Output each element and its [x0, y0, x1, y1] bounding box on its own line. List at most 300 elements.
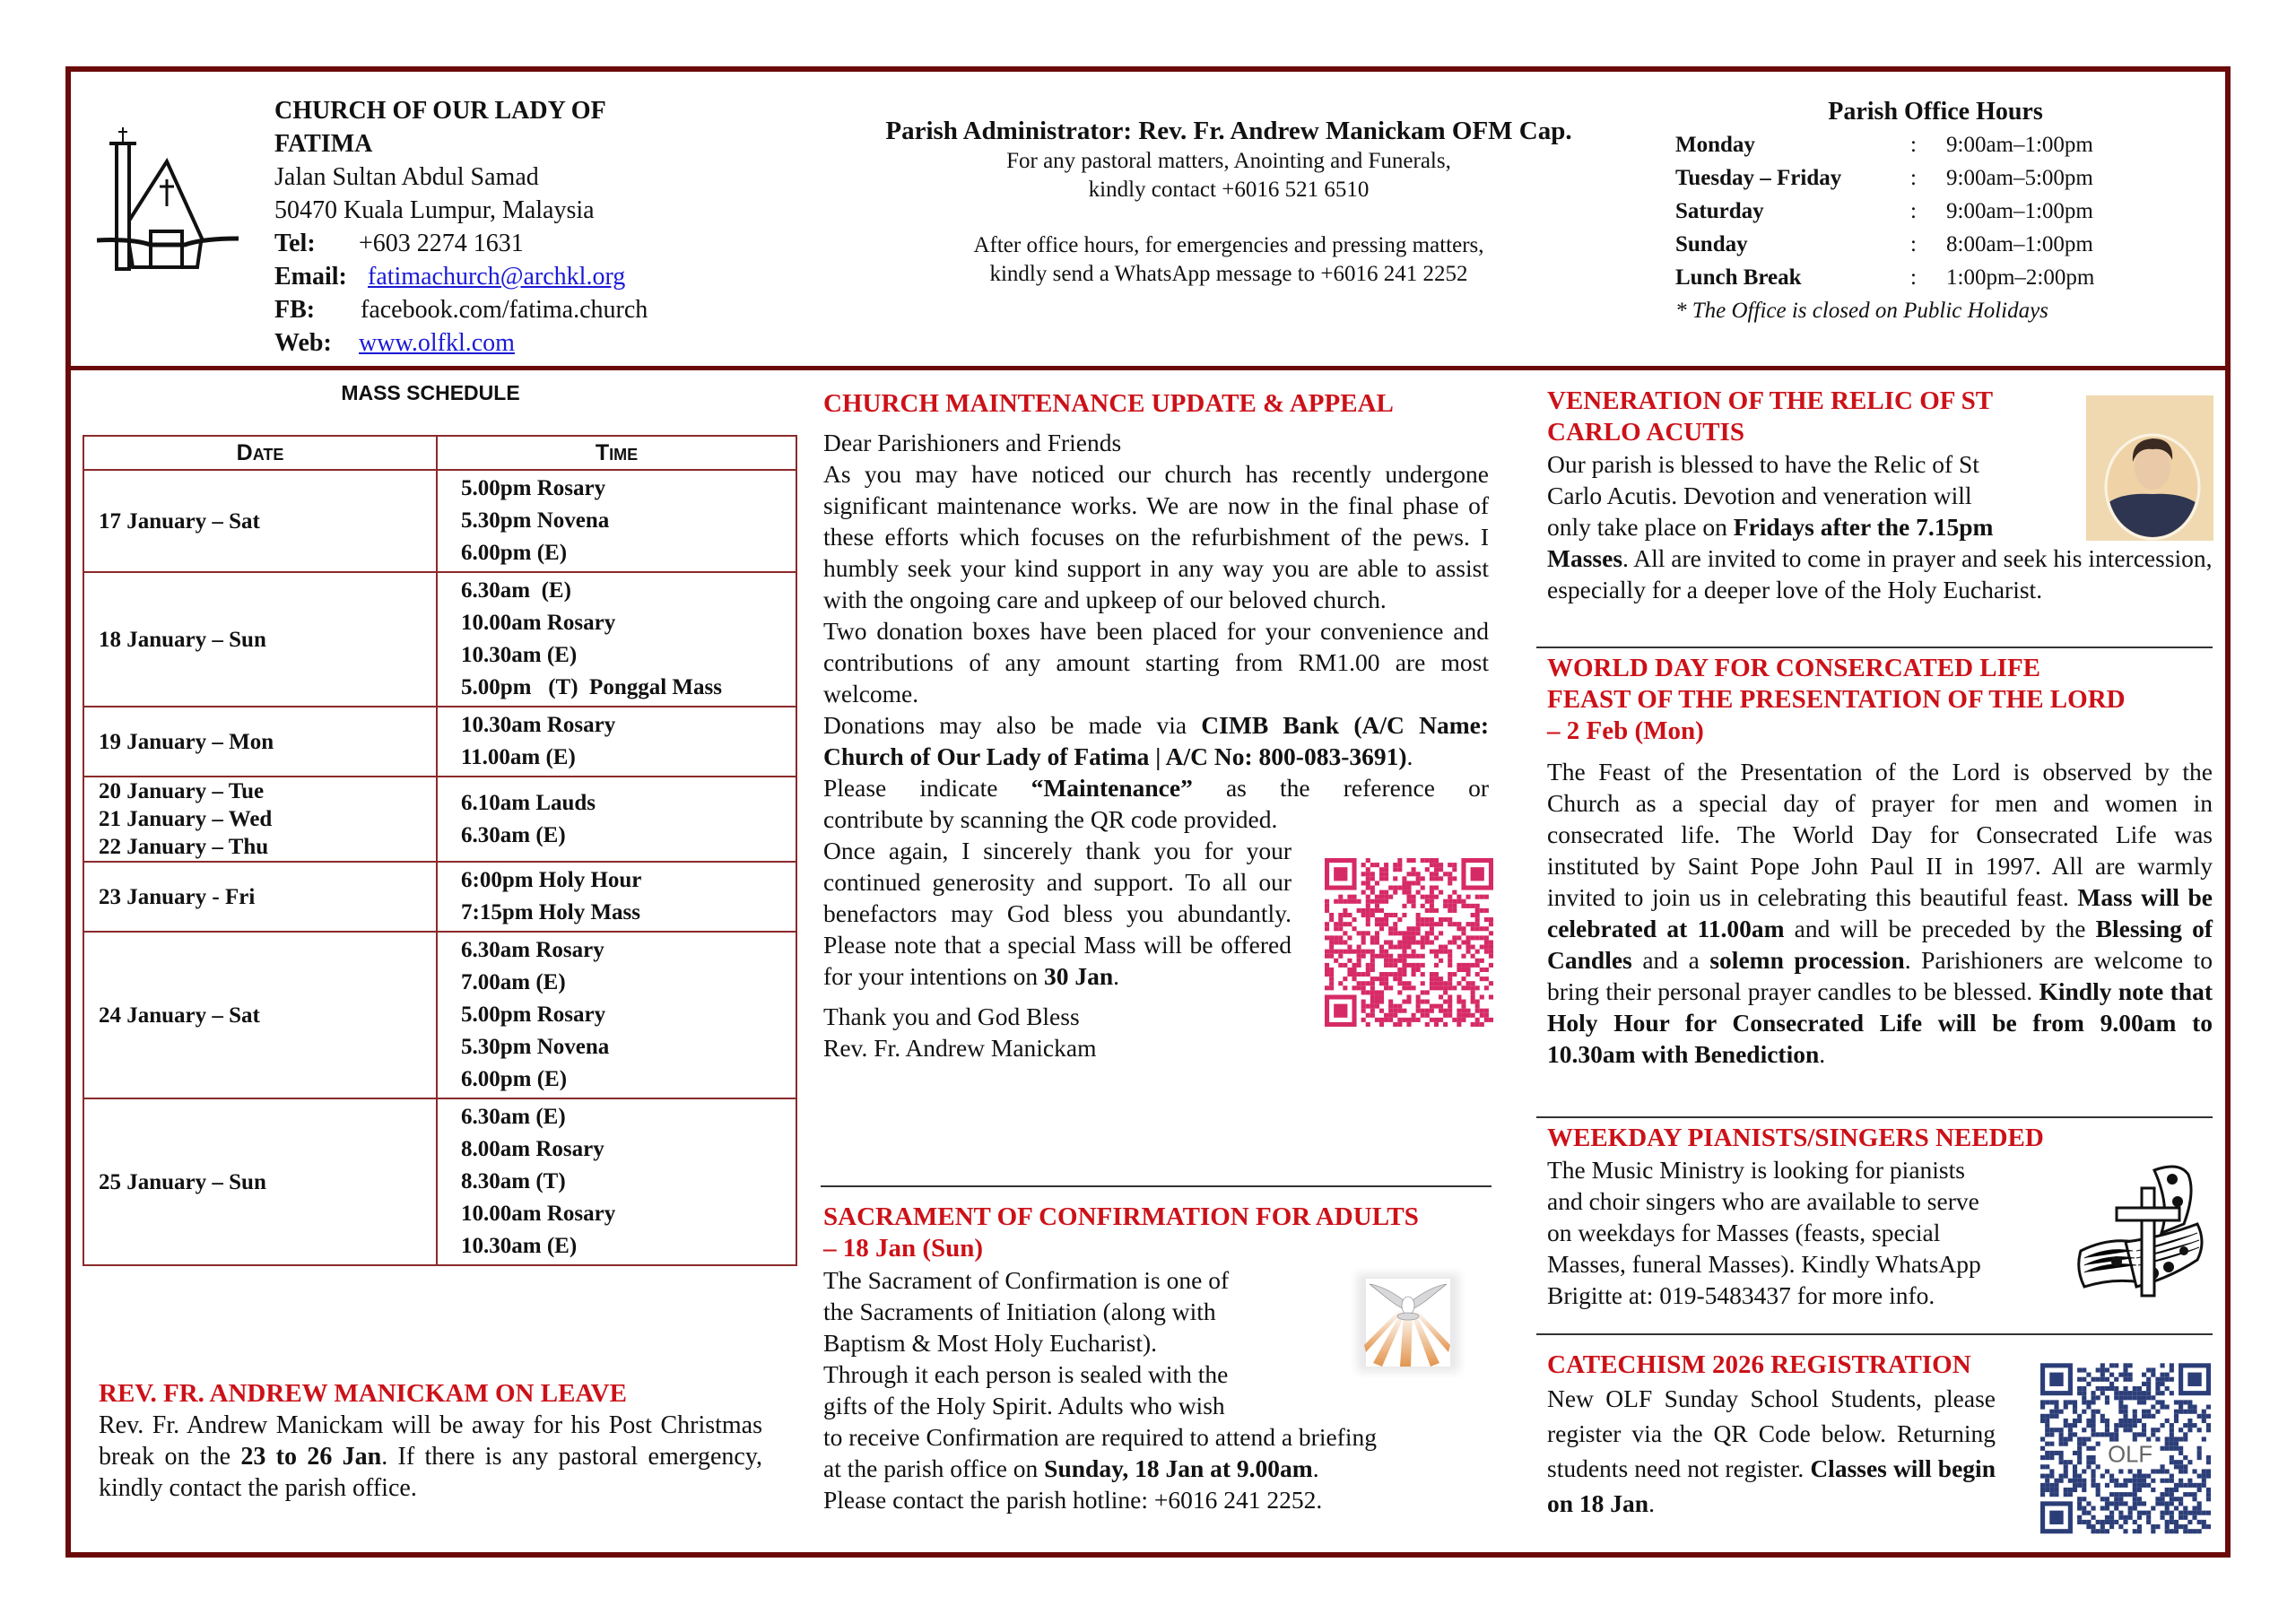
leave-text-2: . If there is any pastoral emergency, kindly contact the parish office.: [99, 1443, 763, 1502]
qr-module: [1393, 931, 1397, 935]
qr-module: [1439, 959, 1443, 963]
qr-module: [1421, 885, 1425, 890]
qr-module: [2165, 1405, 2170, 1410]
qr-module: [2197, 1483, 2202, 1488]
qr-module: [2170, 1488, 2174, 1492]
qr-module: [1352, 899, 1356, 904]
qr-module: [1325, 926, 1329, 931]
qr-module: [1439, 922, 1443, 926]
qr-module: [2082, 1428, 2086, 1432]
qr-module: [2128, 1419, 2133, 1423]
mass-time: 10.30am Rosary: [461, 713, 616, 737]
qr-module: [2202, 1524, 2206, 1529]
qr-module: [1406, 985, 1411, 990]
leave-heading: REV. FR. ANDREW MANICKAM ON LEAVE: [99, 1379, 627, 1408]
qr-module: [2064, 1400, 2068, 1404]
qr-module: [2206, 1511, 2211, 1515]
qr-module: [1475, 904, 1480, 908]
qr-module: [2096, 1377, 2100, 1382]
qr-module: [1397, 1022, 1402, 1027]
catechism-qr-code[interactable]: [2040, 1363, 2211, 1548]
qr-module: [2123, 1405, 2127, 1410]
qr-module: [2073, 1400, 2077, 1404]
relic-text-2: . All are invited to come in prayer and seek his intercession, especially for a deeper love of the Holy Eucharist.: [1547, 544, 2213, 603]
qr-module: [2179, 1410, 2183, 1414]
mass-time-cell: [437, 470, 796, 572]
qr-module: [2091, 1377, 2095, 1382]
qr-module: [1375, 895, 1379, 899]
qr-module: [1425, 1000, 1430, 1004]
qr-module: [1338, 935, 1343, 940]
office-sep: :: [1910, 166, 1917, 190]
qr-module: [1434, 1004, 1439, 1009]
qr-module: [1406, 935, 1411, 940]
qr-module: [1366, 872, 1370, 876]
qr-module: [1471, 904, 1475, 908]
qr-module: [2151, 1432, 2155, 1436]
qr-module: [2161, 1492, 2165, 1497]
qr-module: [2091, 1414, 2095, 1419]
qr-module: [2059, 1428, 2064, 1432]
qr-module: [2123, 1501, 2127, 1506]
qr-module: [2183, 1423, 2187, 1428]
qr-module: [1402, 940, 1406, 944]
qr-module: [1402, 890, 1406, 895]
qr-module: [1393, 926, 1397, 931]
qr-module: [2174, 1436, 2179, 1441]
reference-text-2: as the reference or: [1192, 774, 1490, 802]
qr-module: [2045, 1432, 2049, 1436]
qr-module: [1457, 1013, 1461, 1018]
qr-module: [2174, 1497, 2179, 1501]
qr-module: [1434, 981, 1439, 985]
qr-module: [1471, 935, 1475, 940]
admin-line-4: kindly send a WhatsApp message to +6016 241 2252: [989, 262, 1468, 286]
qr-module: [2174, 1446, 2179, 1451]
qr-module: [2077, 1515, 2082, 1520]
qr-module: [1329, 940, 1334, 944]
qr-module: [1375, 994, 1379, 999]
church-logo: [97, 124, 240, 272]
qr-module: [2073, 1423, 2077, 1428]
qr-module: [2077, 1501, 2082, 1506]
qr-module: [2114, 1428, 2118, 1432]
qr-module: [1457, 968, 1461, 972]
qr-finder: [1334, 867, 1347, 881]
qr-module: [1416, 931, 1421, 935]
qr-module: [1393, 863, 1397, 867]
qr-module: [2091, 1419, 2095, 1423]
qr-module: [1343, 950, 1347, 954]
qr-module: [1457, 895, 1461, 899]
qr-module: [1489, 950, 1493, 954]
qr-module: [1329, 954, 1334, 959]
qr-module: [2096, 1367, 2100, 1372]
qr-module: [2137, 1386, 2142, 1391]
qr-module: [2049, 1455, 2054, 1460]
qr-module: [2170, 1363, 2174, 1367]
qr-module: [2133, 1474, 2137, 1479]
qr-module: [2179, 1469, 2183, 1473]
qr-module: [2105, 1423, 2109, 1428]
qr-module: [2187, 1529, 2192, 1533]
qr-module: [2100, 1386, 2105, 1391]
qr-module: [2082, 1395, 2086, 1400]
qr-module: [1375, 1004, 1379, 1009]
qr-module: [2142, 1391, 2146, 1395]
qr-module: [2059, 1442, 2064, 1446]
qr-module: [1421, 904, 1425, 908]
office-hours-row: [1675, 161, 2094, 195]
qr-module: [1397, 976, 1402, 981]
qr-module: [2142, 1428, 2146, 1432]
qr-module: [1452, 904, 1457, 908]
qr-module: [2123, 1529, 2127, 1533]
qr-module: [1375, 899, 1379, 904]
qr-module: [1452, 899, 1457, 904]
qr-module: [2155, 1436, 2160, 1441]
qr-module: [2100, 1391, 2105, 1395]
qr-module: [2155, 1382, 2160, 1386]
confirmation-line: Baptism & Most Holy Eucharist).: [823, 1329, 1157, 1357]
qr-module: [1402, 968, 1406, 972]
qr-module: [1393, 1009, 1397, 1013]
qr-module: [1421, 940, 1425, 944]
qr-module: [2086, 1436, 2091, 1441]
qr-module: [1361, 972, 1366, 976]
office-hours-title: Parish Office Hours: [1828, 98, 2043, 126]
qr-module: [1397, 863, 1402, 867]
qr-module: [1475, 963, 1480, 968]
mass-date-cell: [83, 470, 437, 572]
qr-module: [1443, 945, 1448, 950]
qr-module: [1416, 963, 1421, 968]
qr-module: [2105, 1395, 2109, 1400]
qr-module: [2109, 1501, 2114, 1506]
mass-time: 6.30am (E): [461, 822, 566, 847]
qr-module: [1338, 917, 1343, 922]
qr-module: [1406, 954, 1411, 959]
qr-module: [1475, 922, 1480, 926]
qr-module: [2170, 1391, 2174, 1395]
qr-module: [2133, 1529, 2137, 1533]
qr-module: [2202, 1474, 2206, 1479]
qr-module: [2086, 1455, 2091, 1460]
qr-module: [2100, 1432, 2105, 1436]
qr-module: [1338, 940, 1343, 944]
qr-module: [1406, 885, 1411, 890]
qr-module: [1352, 963, 1356, 968]
qr-module: [1421, 858, 1425, 863]
qr-module: [1370, 976, 1375, 981]
qr-module: [1402, 950, 1406, 954]
qr-module: [2137, 1501, 2142, 1506]
web-link[interactable]: www.olfkl.com: [359, 329, 515, 357]
qr-module: [2174, 1400, 2179, 1404]
qr-module: [2155, 1524, 2160, 1529]
qr-module: [2109, 1474, 2114, 1479]
qr-module: [2068, 1488, 2073, 1492]
qr-module: [1443, 1000, 1448, 1004]
office-time: 8:00am–1:00pm: [1946, 232, 2093, 256]
qr-module: [1406, 940, 1411, 944]
qr-module: [2045, 1483, 2049, 1488]
qr-module: [1448, 1013, 1452, 1018]
qr-module: [2128, 1469, 2133, 1473]
qr-module: [2082, 1367, 2086, 1372]
qr-module: [2133, 1410, 2137, 1414]
qr-module: [2174, 1419, 2179, 1423]
church-contact-info: [274, 94, 705, 360]
qr-module: [1402, 954, 1406, 959]
qr-module: [1425, 908, 1430, 913]
qr-module: [1480, 935, 1484, 940]
qr-module: [2123, 1395, 2127, 1400]
qr-module: [1421, 963, 1425, 968]
maintenance-para-3: [823, 709, 1489, 772]
qr-module: [1430, 908, 1434, 913]
mass-time: 6:00pm Holy Hour: [461, 868, 642, 892]
qr-module: [1484, 917, 1489, 922]
qr-module: [1379, 1000, 1384, 1004]
qr-module: [2100, 1524, 2105, 1529]
qr-finder: [2187, 1373, 2201, 1386]
qr-module: [1457, 945, 1461, 950]
qr-module: [1475, 1022, 1480, 1027]
qr-module: [1448, 863, 1452, 867]
qr-module: [2064, 1436, 2068, 1441]
qr-finder: [2049, 1511, 2063, 1524]
qr-module: [1352, 917, 1356, 922]
qr-module: [1393, 1004, 1397, 1009]
qr-module: [2073, 1464, 2077, 1469]
qr-module: [2049, 1483, 2054, 1488]
confirmation-line: Through it each person is sealed with the: [823, 1360, 1229, 1388]
maintenance-para-5: contribute by scanning the QR code provided.: [823, 805, 1278, 833]
qr-module: [1430, 981, 1434, 985]
mass-time: 10.00am Rosary: [461, 611, 616, 635]
qr-module: [1466, 1009, 1471, 1013]
qr-module: [2179, 1405, 2183, 1410]
qr-module: [2183, 1400, 2187, 1404]
qr-module: [2073, 1410, 2077, 1414]
mass-row: [83, 1098, 796, 1265]
qr-module: [1430, 1009, 1434, 1013]
qr-module: [2170, 1377, 2174, 1382]
qr-module: [2142, 1483, 2146, 1488]
qr-module: [1370, 863, 1375, 867]
office-day: Lunch Break: [1675, 265, 1802, 290]
qr-module: [2118, 1423, 2123, 1428]
qr-module: [1357, 981, 1361, 985]
qr-module: [2114, 1501, 2118, 1506]
qr-module: [2146, 1515, 2151, 1520]
qr-module: [1416, 876, 1421, 881]
qr-module: [2170, 1432, 2174, 1436]
qr-module: [2202, 1511, 2206, 1515]
qr-module: [2040, 1436, 2045, 1441]
qr-module: [1361, 950, 1366, 954]
qr-module: [1425, 895, 1430, 899]
qr-module: [1412, 931, 1416, 935]
qr-module: [2165, 1442, 2170, 1446]
parish-administrator: [789, 115, 1668, 289]
qr-module: [2183, 1455, 2187, 1460]
qr-module: [2123, 1428, 2127, 1432]
qr-module: [1325, 954, 1329, 959]
qr-module: [2174, 1464, 2179, 1469]
maintenance-para-2: Two donation boxes have been placed for your convenience and contributions of any amount starting from RM1.00 are most welcome.: [823, 617, 1489, 707]
qr-module: [1471, 954, 1475, 959]
qr-module: [1375, 917, 1379, 922]
qr-module: [1370, 1009, 1375, 1013]
qr-module: [2114, 1436, 2118, 1441]
qr-module: [1475, 1004, 1480, 1009]
qr-module: [2183, 1524, 2187, 1529]
qr-module: [2091, 1483, 2095, 1488]
qr-module: [2155, 1497, 2160, 1501]
tel-row: [274, 227, 705, 260]
qr-module: [1384, 981, 1388, 985]
qr-module: [1416, 926, 1421, 931]
qr-module: [2142, 1395, 2146, 1400]
qr-module: [1366, 908, 1370, 913]
qr-module: [1370, 994, 1375, 999]
qr-module: [1434, 950, 1439, 954]
email-link[interactable]: fatimachurch@archkl.org: [368, 263, 626, 291]
holy-spirit-dove-image: [1350, 1266, 1466, 1378]
qr-module: [2045, 1479, 2049, 1483]
qr-module: [1334, 959, 1338, 963]
qr-module: [1393, 972, 1397, 976]
qr-module: [1370, 1000, 1375, 1004]
relic-line: Carlo Acutis. Devotion and veneration will: [1547, 482, 1972, 509]
mass-time: 5.00pm (T) Ponggal Mass: [461, 675, 722, 699]
qr-module: [1402, 981, 1406, 985]
qr-module: [2197, 1488, 2202, 1492]
qr-module: [2086, 1460, 2091, 1464]
qr-module: [1471, 963, 1475, 968]
qr-module: [2082, 1391, 2086, 1395]
maintenance-para-6: [823, 835, 1292, 992]
qr-module: [2161, 1446, 2165, 1451]
qr-module: [1484, 935, 1489, 940]
mass-time: 5.30pm Novena: [461, 1035, 610, 1059]
qr-module: [1379, 990, 1384, 994]
qr-module: [2077, 1414, 2082, 1419]
qr-module: [1361, 1000, 1366, 1004]
qr-module: [1357, 959, 1361, 963]
mass-time: 7.00am (E): [461, 970, 566, 994]
qr-module: [1329, 981, 1334, 985]
qr-module: [1347, 968, 1352, 972]
qr-module: [2183, 1469, 2187, 1473]
qr-module: [1434, 858, 1439, 863]
qr-module: [2082, 1436, 2086, 1441]
qr-module: [2105, 1367, 2109, 1372]
qr-module: [1375, 940, 1379, 944]
qr-module: [2114, 1377, 2118, 1382]
qr-module: [2206, 1474, 2211, 1479]
donation-qr-code[interactable]: [1325, 858, 1493, 1027]
qr-module: [1384, 985, 1388, 990]
qr-module: [2123, 1363, 2127, 1367]
qr-module: [1480, 908, 1484, 913]
qr-module: [2202, 1419, 2206, 1423]
qr-module: [1329, 913, 1334, 917]
office-hours-table: [1675, 128, 2094, 294]
qr-module: [2082, 1400, 2086, 1404]
qr-module: [2059, 1432, 2064, 1436]
qr-module: [1416, 1018, 1421, 1022]
qr-module: [2142, 1511, 2146, 1515]
qr-module: [2109, 1515, 2114, 1520]
qr-module: [1402, 885, 1406, 890]
qr-module: [2118, 1400, 2123, 1404]
qr-module: [1357, 908, 1361, 913]
qr-module: [1393, 959, 1397, 963]
qr-module: [1484, 1018, 1489, 1022]
qr-module: [2086, 1405, 2091, 1410]
qr-module: [2192, 1410, 2196, 1414]
closing-2: Rev. Fr. Andrew Manickam: [823, 1034, 1097, 1062]
qr-module: [1425, 935, 1430, 940]
qr-module: [2086, 1400, 2091, 1404]
qr-module: [2105, 1529, 2109, 1533]
qr-module: [1480, 926, 1484, 931]
qr-module: [1357, 963, 1361, 968]
qr-module: [1461, 940, 1465, 944]
qr-module: [1439, 1004, 1443, 1009]
qr-module: [2114, 1386, 2118, 1391]
qr-module: [1421, 917, 1425, 922]
punct: .: [1113, 962, 1119, 990]
relic-heading-2: CARLO ACUTIS: [1547, 418, 1744, 447]
qr-module: [2064, 1464, 2068, 1469]
qr-module: [2105, 1469, 2109, 1473]
fb-value: facebook.com/fatima.church: [361, 296, 648, 324]
qr-module: [2170, 1442, 2174, 1446]
qr-module: [1366, 922, 1370, 926]
qr-module: [1461, 1018, 1465, 1022]
qr-module: [1384, 940, 1388, 944]
qr-module: [1480, 968, 1484, 972]
qr-module: [2040, 1419, 2045, 1423]
qr-module: [2137, 1483, 2142, 1488]
qr-module: [1471, 945, 1475, 950]
qr-module: [2133, 1520, 2137, 1524]
qr-module: [2073, 1488, 2077, 1492]
qr-module: [1384, 959, 1388, 963]
qr-module: [2068, 1479, 2073, 1483]
church-name: CHURCH OF OUR LADY OF: [274, 97, 606, 125]
qr-module: [2049, 1492, 2054, 1497]
qr-module: [2183, 1464, 2187, 1469]
qr-module: [2118, 1483, 2123, 1488]
office-sep: :: [1910, 232, 1917, 256]
qr-module: [1475, 913, 1480, 917]
qr-module: [2114, 1506, 2118, 1510]
qr-module: [1434, 972, 1439, 976]
web-label: Web:: [274, 329, 332, 357]
qr-module: [2091, 1515, 2095, 1520]
qr-module: [1421, 1013, 1425, 1018]
qr-module: [2059, 1474, 2064, 1479]
qr-module: [1421, 990, 1425, 994]
qr-module: [2077, 1391, 2082, 1395]
qr-module: [2105, 1432, 2109, 1436]
qr-module: [1375, 908, 1379, 913]
